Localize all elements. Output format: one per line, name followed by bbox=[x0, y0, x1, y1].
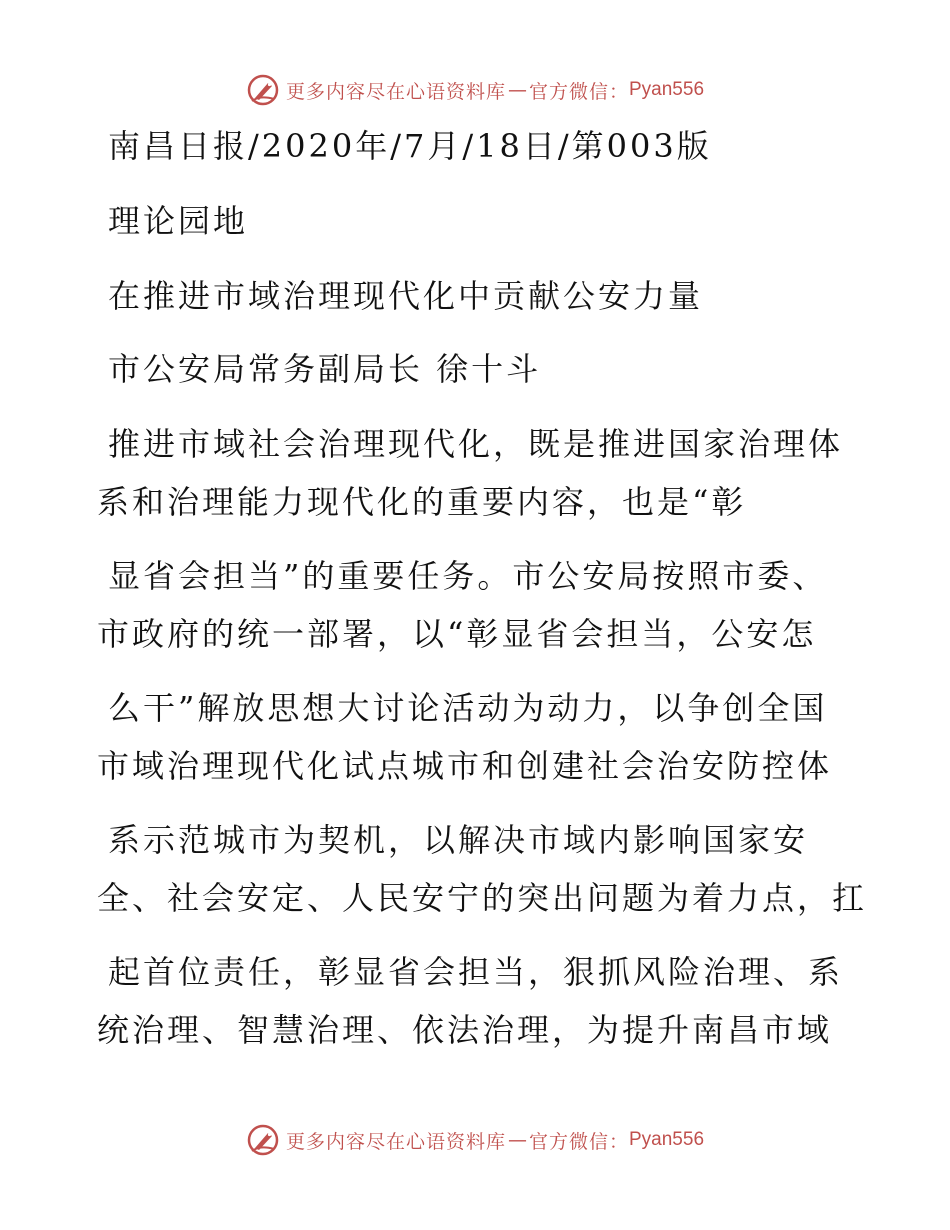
watermark-top bbox=[0, 70, 950, 110]
watermark-handle: Pyan556 bbox=[629, 79, 705, 100]
body-line: 系示范城市为契机，以解决市域内影响国家安 bbox=[108, 821, 809, 859]
article-author: 市公安局常务副局长 徐十斗 bbox=[108, 350, 542, 388]
watermark-official-label: 官方微信： bbox=[528, 80, 629, 103]
watermark-text: 更多内容尽在心语资料库 bbox=[285, 1130, 506, 1153]
column-name: 理论园地 bbox=[108, 202, 249, 240]
body-line: 统治理、智慧治理、依法治理，为提升南昌市域 bbox=[97, 1011, 833, 1049]
body-line: 推进市域社会治理现代化，既是推进国家治理体 bbox=[108, 425, 844, 463]
pen-nib-circle-icon bbox=[246, 73, 280, 107]
dateline: 南昌日报/2020年/7月/18日/第003版 bbox=[108, 127, 712, 165]
pen-nib-circle-icon bbox=[246, 1123, 280, 1157]
body-line: 起首位责任，彰显省会担当，狠抓风险治理、系 bbox=[108, 953, 844, 991]
body-line: 市域治理现代化试点城市和创建社会治安防控体 bbox=[97, 747, 833, 785]
article-title: 在推进市域治理现代化中贡献公安力量 bbox=[108, 277, 704, 315]
watermark-official-label: 官方微信： bbox=[528, 1130, 629, 1153]
watermark-handle: Pyan556 bbox=[629, 1129, 705, 1150]
watermark-dash: — bbox=[507, 79, 527, 101]
body-line: 市政府的统一部署，以“彰显省会担当，公安怎 bbox=[97, 615, 817, 653]
body-line: 全、社会安定、人民安宁的突出问题为着力点，扛 bbox=[97, 879, 868, 917]
body-line: 显省会担当”的重要任务。市公安局按照市委、 bbox=[108, 557, 828, 595]
body-line: 么干”解放思想大讨论活动为动力，以争创全国 bbox=[108, 689, 828, 727]
watermark-text: 更多内容尽在心语资料库 bbox=[285, 80, 506, 103]
watermark-dash: — bbox=[507, 1129, 527, 1151]
watermark-bottom bbox=[0, 1120, 950, 1160]
body-line: 系和治理能力现代化的重要内容，也是“彰 bbox=[97, 483, 747, 521]
